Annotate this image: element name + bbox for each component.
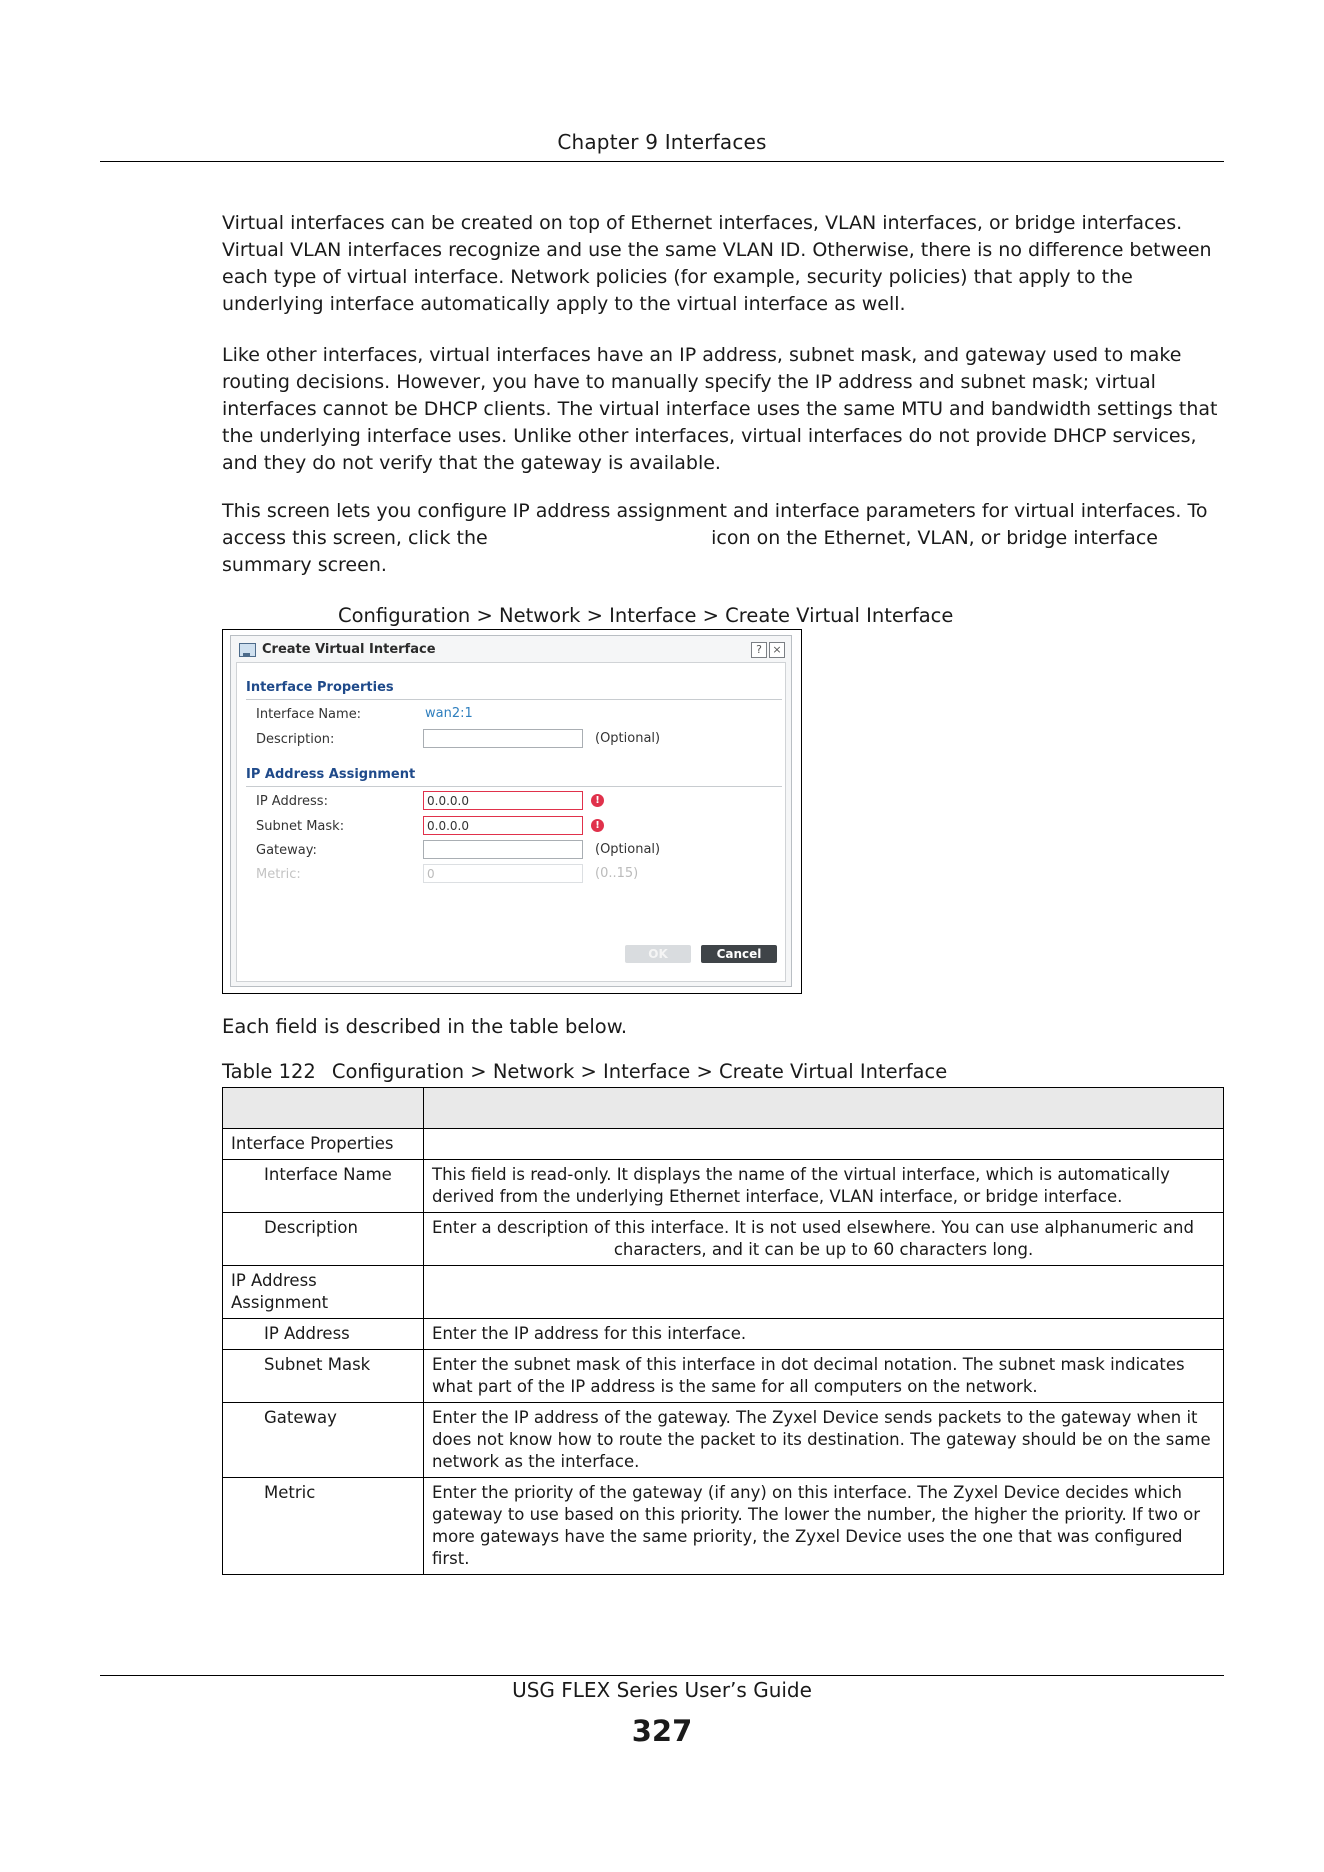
text-line: Virtual VLAN interfaces recognize and use the same VLAN ID. Otherwise, there is no difference between: [222, 239, 1212, 261]
subnet-mask-input[interactable]: 0.0.0.0: [423, 816, 583, 835]
gateway-label: Gateway:: [256, 843, 317, 858]
ip-address-input[interactable]: 0.0.0.0: [423, 791, 583, 810]
table-row: [223, 1129, 1224, 1160]
table-intro-text: Each field is described in the table below.: [222, 1015, 628, 1038]
close-icon[interactable]: ×: [769, 642, 785, 658]
row-description: [424, 1129, 1224, 1160]
table-row: [223, 1160, 1224, 1213]
ip-address-label: IP Address:: [256, 794, 328, 809]
row-description: Enter the IP address for this interface.: [424, 1319, 1224, 1350]
dialog-body: [236, 662, 786, 982]
table-row: [223, 1403, 1224, 1478]
table-row: [223, 1350, 1224, 1403]
description-line: Enter a description of this interface. It is not used elsewhere. You can use alphanumeric and: [432, 1218, 1194, 1237]
row-description: This field is read-only. It displays the name of the virtual interface, which is automatically derived from the underlying Ethernet interface, VLAN interface, or bridge interface.: [424, 1160, 1224, 1213]
ok-button[interactable]: OK: [625, 945, 691, 963]
footer-divider: [100, 1675, 1224, 1676]
metric-range-note: (0..15): [595, 866, 639, 881]
text-line: Like other interfaces, virtual interfaces have an IP address, subnet mask, and gateway used to make: [222, 344, 1182, 366]
metric-label: Metric:: [256, 867, 301, 882]
create-virtual-interface-dialog: [230, 635, 792, 987]
text-line: routing decisions. However, you have to manually specify the IP address and subnet mask; virtual: [222, 371, 1156, 393]
text-line: and they do not verify that the gateway is available.: [222, 452, 721, 474]
row-label: Interface Properties: [223, 1129, 424, 1160]
description-line: characters, and it can be up to 60 characters long.: [613, 1240, 1034, 1259]
page-number: 327: [631, 1714, 693, 1748]
monitor-icon: [239, 643, 256, 657]
dialog-controls: [751, 642, 785, 658]
row-description: [424, 1266, 1224, 1319]
figure-caption: Configuration > Network > Interface > Create Virtual Interface: [338, 604, 954, 627]
row-label: Metric: [223, 1478, 424, 1575]
help-icon[interactable]: ?: [751, 642, 767, 658]
dialog-title: [239, 642, 436, 657]
section-ip-address-assignment: IP Address Assignment: [246, 767, 416, 782]
paragraph-ip: [222, 342, 1232, 477]
table-row: [223, 1478, 1224, 1575]
text-line: the underlying interface uses. Unlike other interfaces, virtual interfaces do not provide DHCP services,: [222, 425, 1197, 447]
table-caption: [222, 1060, 947, 1083]
metric-input: 0: [423, 864, 583, 883]
guide-title: USG FLEX Series User’s Guide: [512, 1678, 812, 1702]
table-row: [223, 1266, 1224, 1319]
description-input[interactable]: [423, 729, 583, 748]
error-icon: !: [591, 819, 604, 832]
row-description: Enter the priority of the gateway (if any) on this interface. The Zyxel Device decides which gateway to use based on this priority. The lower the number, the higher the priority. If two or more gateways have the same priority, the Zyxel Device uses the one that was configured first.: [424, 1478, 1224, 1575]
header-cell: [424, 1088, 1224, 1129]
description-label: Description:: [256, 732, 335, 747]
error-icon: !: [591, 794, 604, 807]
row-label: Gateway: [223, 1403, 424, 1478]
cancel-button[interactable]: Cancel: [701, 945, 777, 963]
text-line: This screen lets you configure IP address assignment and interface parameters for virtual interfaces. To: [222, 500, 1208, 522]
header-divider: [100, 161, 1224, 162]
paragraph-intro: [222, 210, 1232, 318]
row-label: Subnet Mask: [223, 1350, 424, 1403]
header-cell: [223, 1088, 424, 1129]
text-line: summary screen.: [222, 554, 387, 576]
gateway-input[interactable]: [423, 840, 583, 859]
text-line: interfaces cannot be DHCP clients. The virtual interface uses the same MTU and bandwidth settings that: [222, 398, 1218, 420]
description-optional-note: (Optional): [595, 731, 661, 746]
section-divider: [246, 699, 782, 700]
paragraph-screen: [222, 498, 1232, 579]
row-description: [424, 1213, 1224, 1266]
table-title: Configuration > Network > Interface > Create Virtual Interface: [331, 1060, 948, 1083]
row-label: Description: [223, 1213, 424, 1266]
chapter-title: Chapter 9 Interfaces: [557, 130, 767, 154]
section-divider: [246, 786, 782, 787]
dialog-title-text: Create Virtual Interface: [262, 642, 436, 657]
text-line: each type of virtual interface. Network policies (for example, security policies) that apply to the: [222, 266, 1133, 288]
row-label: Interface Name: [223, 1160, 424, 1213]
interface-name-value: wan2:1: [425, 706, 473, 721]
gateway-optional-note: (Optional): [595, 842, 661, 857]
row-description: Enter the IP address of the gateway. The Zyxel Device sends packets to the gateway when it does not know how to route the packet to its destination. The gateway should be on the same network as the interface.: [424, 1403, 1224, 1478]
text-line: access this screen, click the icon on the Ethernet, VLAN, or bridge interface: [222, 527, 1158, 549]
table-row: [223, 1213, 1224, 1266]
row-description: Enter the subnet mask of this interface in dot decimal notation. The subnet mask indicates what part of the IP address is the same for all computers on the network.: [424, 1350, 1224, 1403]
interface-name-label: Interface Name:: [256, 707, 362, 722]
section-interface-properties: Interface Properties: [246, 680, 394, 695]
table-header-row: [223, 1088, 1224, 1129]
table-row: [223, 1319, 1224, 1350]
text-line: underlying interface automatically apply to the virtual interface as well.: [222, 293, 906, 315]
text-line: Virtual interfaces can be created on top of Ethernet interfaces, VLAN interfaces, or bridge interfaces.: [222, 212, 1183, 234]
screenshot-figure: [222, 629, 802, 994]
row-label: IP Address Assignment: [223, 1266, 424, 1319]
row-label: IP Address: [223, 1319, 424, 1350]
subnet-mask-label: Subnet Mask:: [256, 819, 345, 834]
table-number: Table 122: [222, 1060, 316, 1083]
field-description-table: [222, 1087, 1224, 1575]
